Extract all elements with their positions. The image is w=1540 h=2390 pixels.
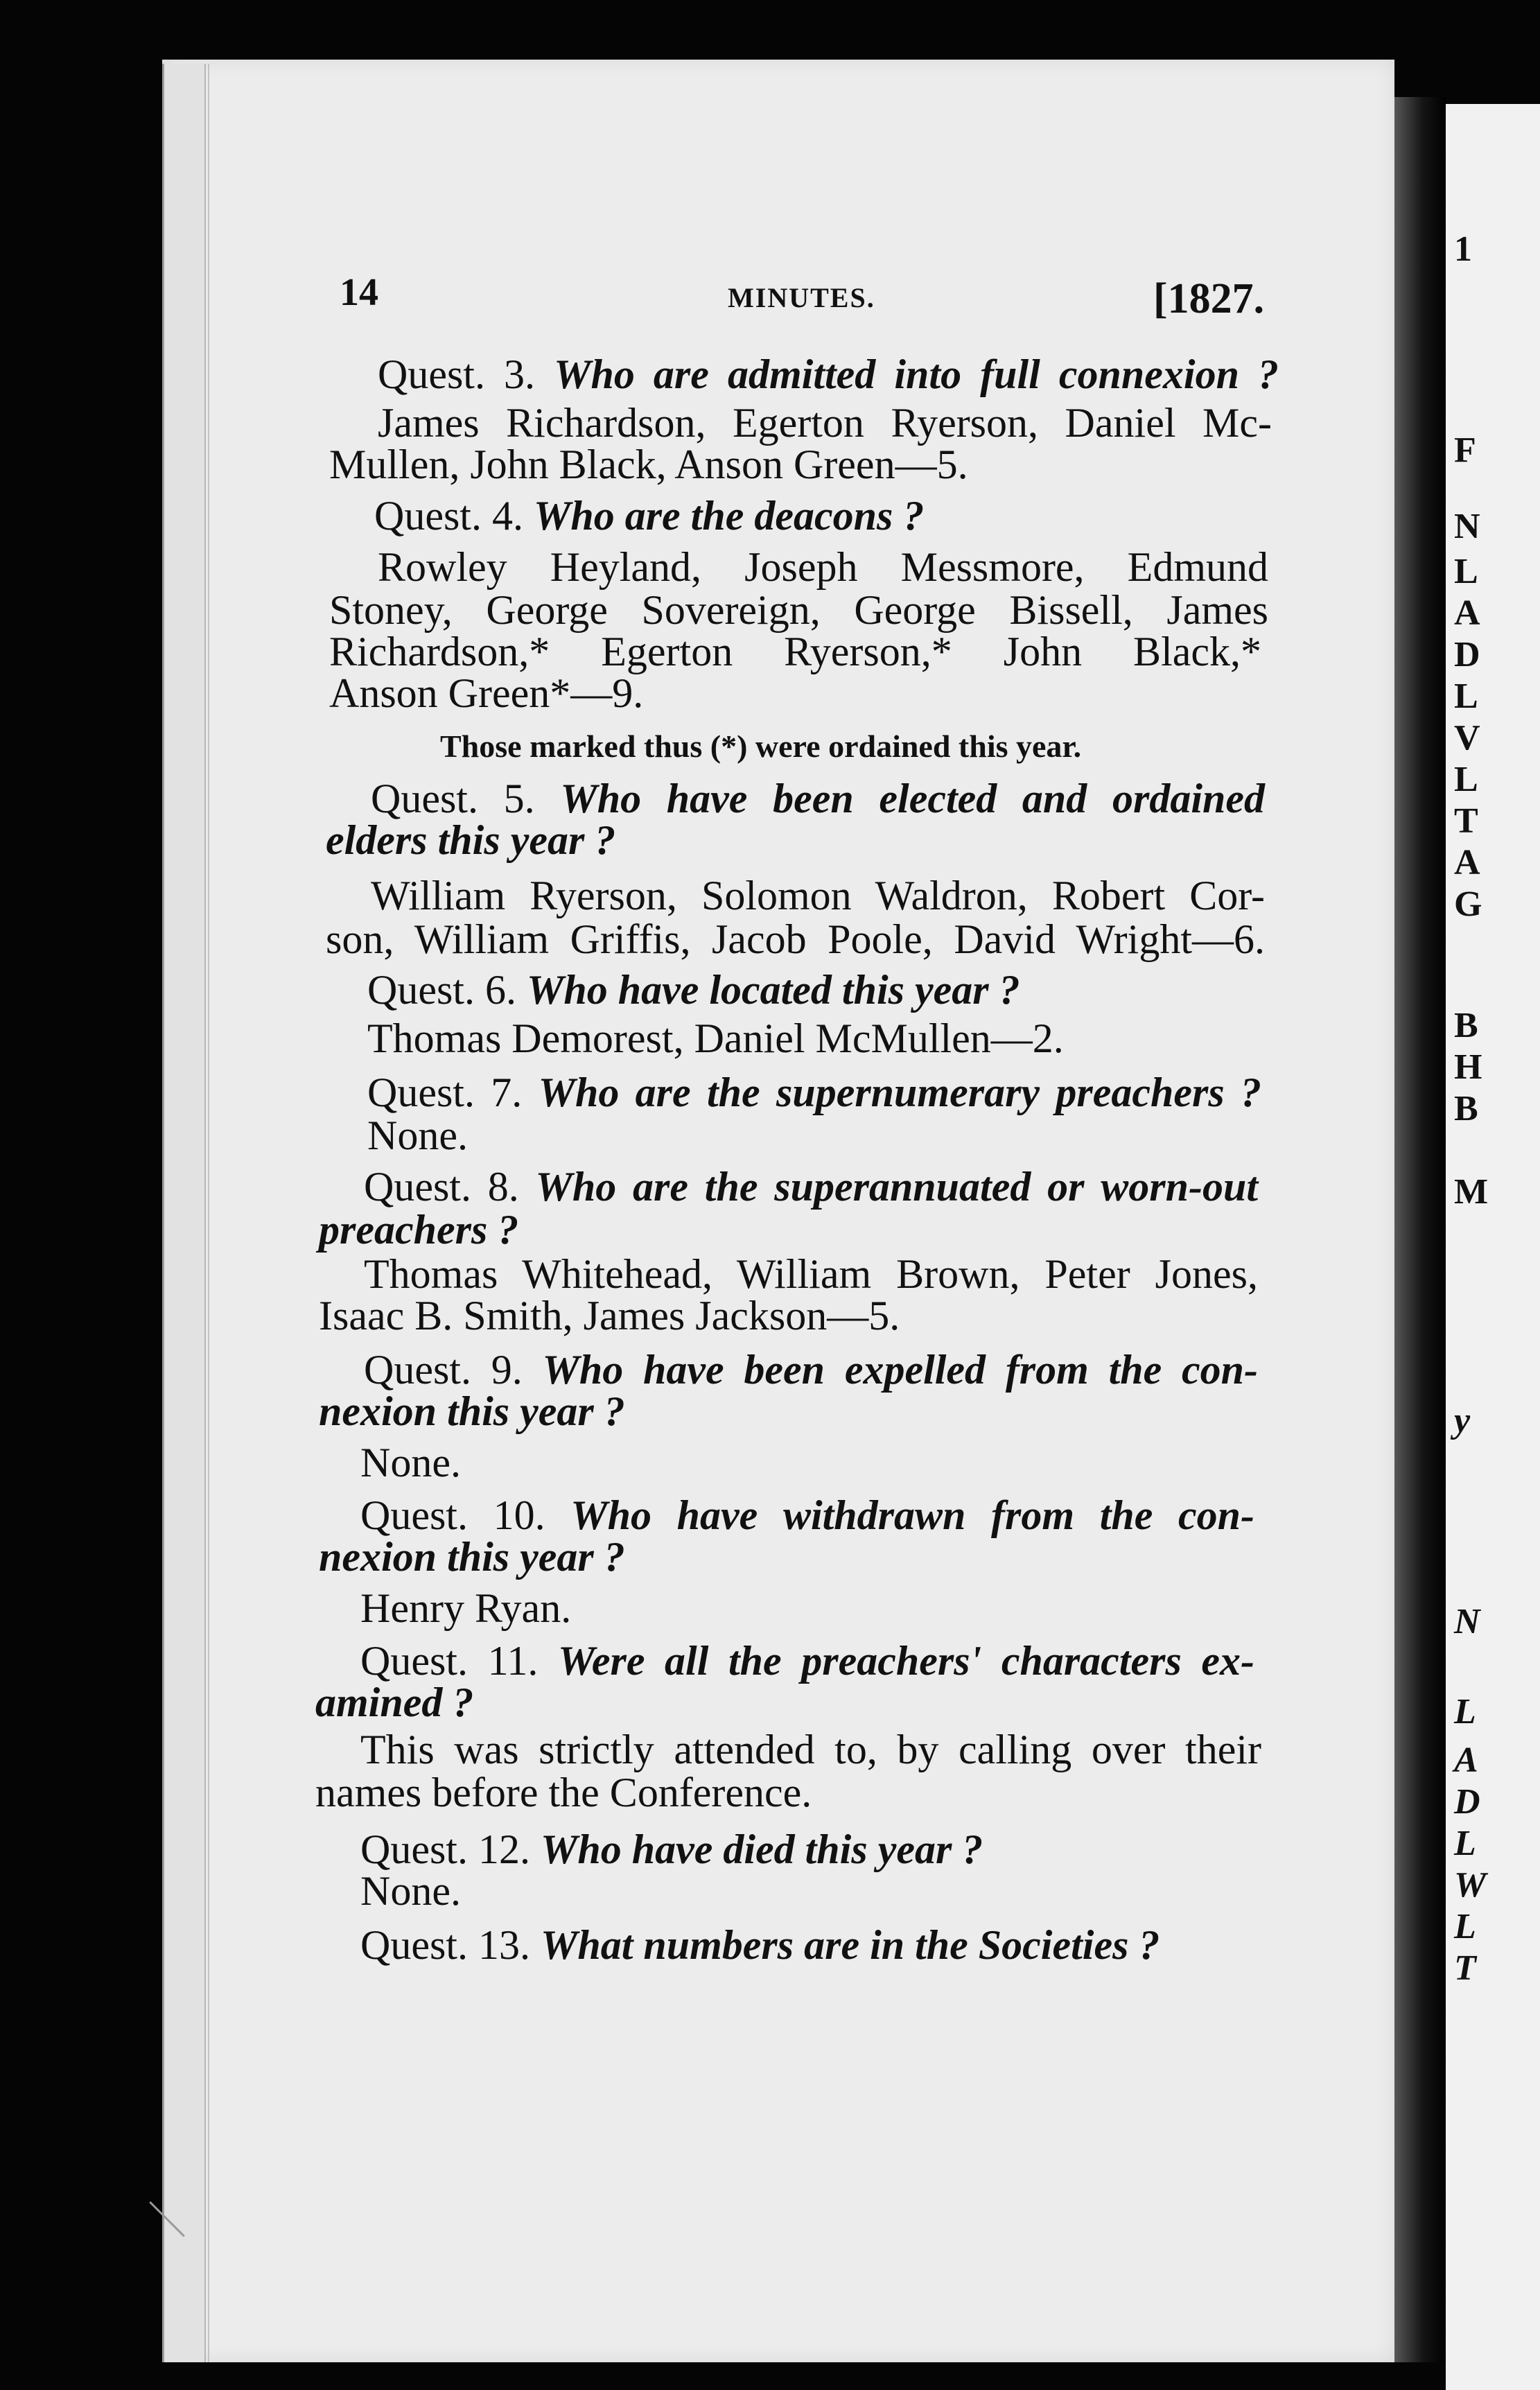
question-number: Quest. 4. xyxy=(374,493,523,539)
facing-page-letter: B xyxy=(1454,1006,1478,1045)
text-line xyxy=(329,444,968,485)
question-line xyxy=(367,1072,1261,1113)
question-number: Quest. 9. xyxy=(364,1347,523,1393)
question-line xyxy=(367,969,1020,1011)
line-text: names before the Conference. xyxy=(315,1770,812,1815)
question-line xyxy=(319,1536,625,1578)
facing-page-letter: T xyxy=(1454,801,1478,841)
facing-page-letter: D xyxy=(1454,635,1480,674)
line-text: James Richardson, Egerton Ryerson, Daniel Mc- xyxy=(378,400,1272,446)
facing-page-edge xyxy=(1446,104,1540,2390)
question-line xyxy=(360,1924,1160,1966)
facing-page-letter: A xyxy=(1454,843,1480,882)
question-text: Who are admitted into full connexion ? xyxy=(554,351,1279,397)
running-title: MINUTES. xyxy=(728,282,875,313)
page-edge-strip xyxy=(162,64,206,2362)
facing-page-letter: B xyxy=(1454,1089,1478,1128)
question-text: Who are the deacons ? xyxy=(533,493,925,539)
text-line xyxy=(319,1295,900,1336)
text-line xyxy=(315,1772,812,1813)
question-number: Quest. 3. xyxy=(378,351,536,397)
line-text: Mullen, John Black, Anson Green—5. xyxy=(329,442,968,487)
line-text: Thomas Whitehead, William Brown, Peter Jones, xyxy=(364,1251,1258,1297)
question-line xyxy=(364,1347,1258,1393)
text-line xyxy=(364,1253,1258,1295)
text-line xyxy=(367,1115,468,1156)
question-number: Quest. 13. xyxy=(360,1922,530,1968)
text-line xyxy=(440,731,1081,762)
question-number: Quest. 5. xyxy=(371,776,535,821)
facing-page-letter: V xyxy=(1454,718,1480,758)
line-text: This was strictly attended to, by calling over their xyxy=(360,1727,1261,1772)
question-line xyxy=(315,1682,473,1723)
facing-page-letter: T xyxy=(1454,1948,1476,1988)
question-text: Were all the preachers' characters ex- xyxy=(557,1638,1255,1684)
question-line xyxy=(360,1640,1254,1682)
text-line xyxy=(371,875,1265,916)
facing-page-letter: F xyxy=(1454,430,1476,470)
question-text: nexion this year ? xyxy=(319,1534,625,1580)
text-line xyxy=(360,1587,571,1629)
question-text: Who have withdrawn from the con- xyxy=(570,1492,1255,1538)
text-line xyxy=(378,546,1268,588)
text-line xyxy=(326,918,1265,960)
facing-page-letter: L xyxy=(1454,1907,1476,1946)
question-text: Who have died this year ? xyxy=(540,1826,983,1872)
facing-page-letter: 1 xyxy=(1454,229,1472,269)
facing-page-letter: L xyxy=(1454,1692,1476,1732)
question-text: Who have located this year ? xyxy=(526,967,1020,1013)
question-line xyxy=(319,1207,519,1253)
facing-page-letter: G xyxy=(1454,884,1482,924)
question-text: Who have been elected and ordained xyxy=(560,776,1266,821)
question-text: preachers ? xyxy=(319,1207,519,1253)
text-line xyxy=(360,1442,461,1483)
text-line xyxy=(329,631,1261,672)
line-text: Thomas Demorest, Daniel McMullen—2. xyxy=(367,1015,1064,1061)
line-text: Richardson,* Egerton Ryerson,* John Black,* xyxy=(329,629,1261,674)
question-text: amined ? xyxy=(315,1680,474,1725)
question-number: Quest. 12. xyxy=(360,1826,530,1872)
question-number: Quest. 8. xyxy=(364,1164,519,1210)
facing-page-letter: A xyxy=(1454,593,1480,633)
facing-page-letter: L xyxy=(1454,677,1478,716)
question-number: Quest. 6. xyxy=(367,967,516,1013)
question-text: elders this year ? xyxy=(326,817,616,863)
question-line xyxy=(364,1164,1259,1210)
question-line xyxy=(374,495,924,537)
line-text: Henry Ryan. xyxy=(360,1585,572,1631)
line-text: Isaac B. Smith, James Jackson—5. xyxy=(319,1293,900,1338)
question-text: Who are the supernumerary preachers ? xyxy=(538,1070,1262,1115)
question-line xyxy=(378,351,1279,397)
facing-page-letter: H xyxy=(1454,1047,1482,1087)
text-line xyxy=(360,1870,461,1912)
text-line xyxy=(367,1015,1064,1061)
facing-page-letter: L xyxy=(1454,760,1478,799)
line-text: Rowley Heyland, Joseph Messmore, Edmund xyxy=(378,544,1268,590)
facing-page-letter: M xyxy=(1454,1172,1489,1212)
question-line xyxy=(360,1826,983,1872)
question-line xyxy=(371,778,1265,819)
question-number: Quest. 11. xyxy=(360,1638,539,1684)
facing-page-letter: y xyxy=(1454,1401,1471,1440)
line-text: William Ryerson, Solomon Waldron, Robert Cor- xyxy=(371,873,1265,918)
page-gutter-line xyxy=(208,64,209,2362)
question-text: What numbers are in the Societies ? xyxy=(540,1922,1160,1968)
facing-page-letter: N xyxy=(1454,1602,1480,1641)
text-line xyxy=(329,672,643,714)
question-text: Who have been expelled from the con- xyxy=(542,1347,1258,1393)
facing-page-letter: L xyxy=(1454,1824,1476,1863)
line-text: None. xyxy=(360,1440,461,1485)
question-text: nexion this year ? xyxy=(319,1388,625,1434)
line-text: None. xyxy=(367,1113,468,1158)
question-line xyxy=(319,1390,625,1432)
facing-page-letter: D xyxy=(1454,1782,1480,1822)
question-line xyxy=(326,819,615,861)
question-line xyxy=(360,1494,1254,1536)
line-text: Stoney, George Sovereign, George Bissell, James xyxy=(329,587,1268,633)
text-line xyxy=(378,402,1272,444)
question-number: Quest. 10. xyxy=(360,1492,545,1538)
facing-page-letter: N xyxy=(1454,507,1480,546)
line-text: Those marked thus (*) were ordained this year. xyxy=(440,729,1082,764)
facing-page-letter: W xyxy=(1454,1865,1487,1905)
book-spine-shadow xyxy=(1394,97,1446,2362)
page-year: [1827. xyxy=(1153,275,1265,322)
text-line xyxy=(329,589,1268,631)
text-line xyxy=(360,1729,1261,1770)
page-number: 14 xyxy=(340,271,378,314)
question-number: Quest. 7. xyxy=(367,1070,523,1115)
line-text: Anson Green*—9. xyxy=(329,670,644,716)
facing-page-letter: A xyxy=(1454,1741,1478,1780)
facing-page-letter: L xyxy=(1454,552,1478,591)
line-text: None. xyxy=(360,1868,461,1914)
line-text: son, William Griffis, Jacob Poole, David Wright—6. xyxy=(326,916,1265,962)
question-text: Who are the superannuated or worn-out xyxy=(535,1164,1259,1210)
